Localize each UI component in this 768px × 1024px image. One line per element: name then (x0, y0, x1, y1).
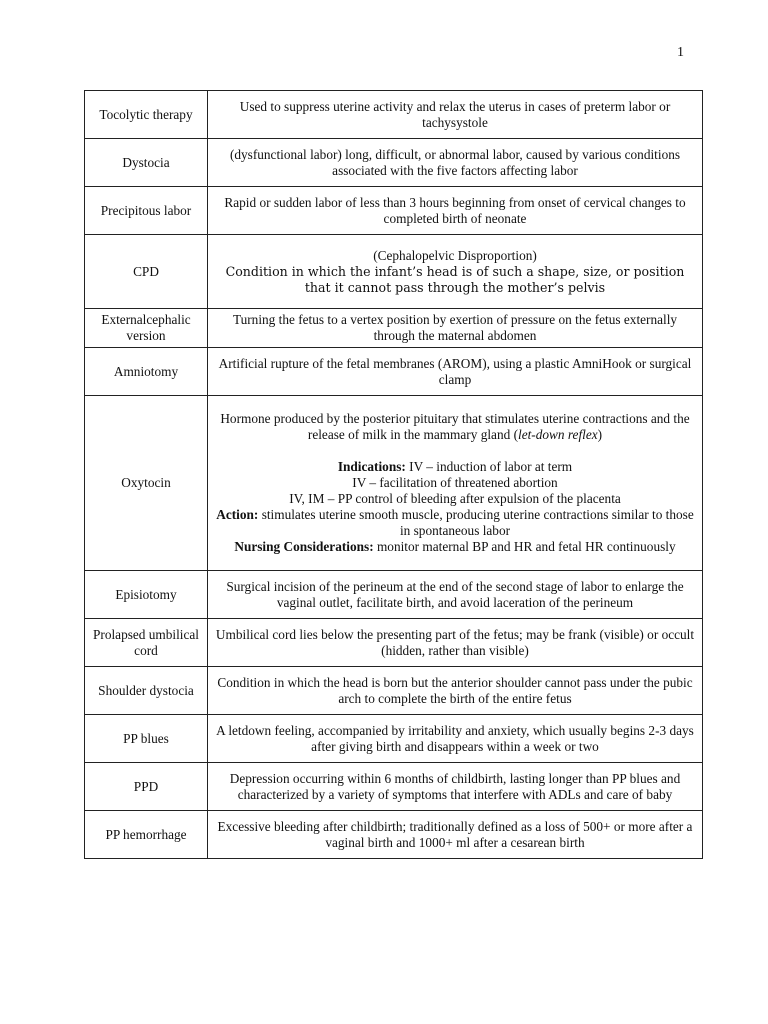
definition-cell: Excessive bleeding after childbirth; traditionally defined as a loss of 500+ or more after a vaginal birth and 1000+ ml after a cesarean birth (208, 811, 703, 859)
table-row (85, 235, 703, 309)
term-cell: PP blues (85, 715, 208, 763)
table-row (85, 763, 703, 811)
term-cell: Oxytocin (85, 396, 208, 571)
definition-cell: Turning the fetus to a vertex position by exertion of pressure on the fetus externally through the maternal abdomen (208, 309, 703, 348)
table-row (85, 396, 703, 571)
definition-main: Hormone produced by the posterior pituitary that stimulates uterine contractions and the release of milk in the mammary gland ( (220, 411, 690, 442)
table-row (85, 91, 703, 139)
term-cell: Episiotomy (85, 571, 208, 619)
table-row (85, 619, 703, 667)
indications-item: IV – facilitation of threatened abortion (352, 475, 558, 490)
term-cell: Externalcephalic version (85, 309, 208, 348)
table-row (85, 571, 703, 619)
term-cell: Tocolytic therapy (85, 91, 208, 139)
definition-cell: Umbilical cord lies below the presenting part of the fetus; may be frank (visible) or occult (hidden, rather than visible) (208, 619, 703, 667)
definition-close: ) (597, 427, 603, 442)
definition-cell: Condition in which the head is born but the anterior shoulder cannot pass under the pubic arch to complete the birth of the entire fetus (208, 667, 703, 715)
definition-cell: Depression occurring within 6 months of childbirth, lasting longer than PP blues and characterized by a variety of symptoms that interfere with ADLs and care of baby (208, 763, 703, 811)
nursing-text: monitor maternal BP and HR and fetal HR continuously (376, 539, 676, 554)
definition-cell: (dysfunctional labor) long, difficult, or abnormal labor, caused by various conditions associated with the five factors affecting labor (208, 139, 703, 187)
term-cell: Amniotomy (85, 348, 208, 396)
table-row (85, 187, 703, 235)
term-cell: Shoulder dystocia (85, 667, 208, 715)
term-cell: Precipitous labor (85, 187, 208, 235)
table-row (85, 715, 703, 763)
definition-cell: A letdown feeling, accompanied by irritability and anxiety, which usually begins 2-3 days after giving birth and disappears within a week or two (208, 715, 703, 763)
nursing-label: Nursing Considerations: (234, 539, 374, 554)
action-label: Action: (216, 507, 259, 522)
table-row (85, 139, 703, 187)
definition-text: Condition in which the infant’s head is of such a shape, size, or position that it cannot pass through the mother’s pelvis (225, 263, 685, 295)
term-cell: Prolapsed umbilical cord (85, 619, 208, 667)
definition-cell: Artificial rupture of the fetal membranes (AROM), using a plastic AmniHook or surgical clamp (208, 348, 703, 396)
table-row (85, 309, 703, 348)
indications-label: Indications: (337, 459, 406, 474)
indications-line (214, 459, 696, 475)
definition-italic: let-down reflex (518, 427, 598, 442)
table-row (85, 667, 703, 715)
definition-cell (208, 235, 703, 309)
term-cell: PPD (85, 763, 208, 811)
action-line (214, 507, 696, 539)
page-number: 1 (677, 45, 684, 60)
definition-heading: (Cephalopelvic Disproportion) (373, 247, 537, 263)
term-cell: CPD (85, 235, 208, 309)
definition-cell: Used to suppress uterine activity and relax the uterus in cases of preterm labor or tachysystole (208, 91, 703, 139)
table-row (85, 348, 703, 396)
table-row (85, 811, 703, 859)
nursing-line (214, 539, 696, 555)
indications-item: IV, IM – PP control of bleeding after expulsion of the placenta (289, 491, 621, 506)
term-cell: Dystocia (85, 139, 208, 187)
indications-item: IV – induction of labor at term (409, 459, 573, 474)
definition-cell (208, 396, 703, 571)
terms-table (84, 90, 703, 859)
spacer (214, 443, 696, 459)
definition-cell: Surgical incision of the perineum at the end of the second stage of labor to enlarge the vaginal outlet, facilitate birth, and avoid laceration of the perineum (208, 571, 703, 619)
action-text: stimulates uterine smooth muscle, producing uterine contractions similar to those in spontaneous labor (261, 507, 694, 538)
definition-text (214, 411, 696, 443)
term-cell: PP hemorrhage (85, 811, 208, 859)
definition-cell: Rapid or sudden labor of less than 3 hours beginning from onset of cervical changes to completed birth of neonate (208, 187, 703, 235)
